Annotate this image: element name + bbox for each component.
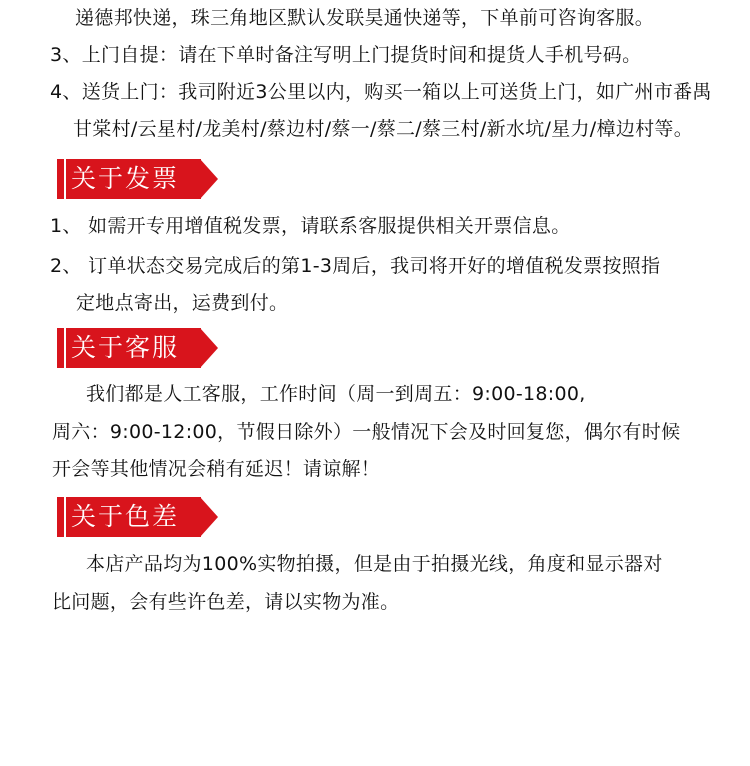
color-diff-line-1: 本店产品均为100%实物拍摄，但是由于拍摄光线，角度和显示器对 (86, 553, 663, 575)
header-banner-tail (200, 328, 218, 368)
invoice-section-title: 关于发票 (71, 164, 180, 193)
color-diff-line-2: 比问题，会有些许色差，请以实物为准。 (52, 591, 400, 613)
delivery-item-4-line-1: 4、送货上门：我司附近3公里以内，购买一箱以上可送货上门，如广州市番禺 (50, 81, 712, 103)
delivery-item-3: 3、上门自提：请在下单时备注写明上门提货时间和提货人手机号码。 (50, 44, 642, 66)
delivery-item-4-line-2: 甘棠村/云星村/龙美村/蔡边村/蔡一/蔡二/蔡三村/新水坑/星力/樟边村等。 (73, 118, 694, 140)
invoice-section-header (57, 159, 217, 199)
invoice-item-2-line-1: 2、 订单状态交易完成后的第1-3周后，我司将开好的增值税发票按照指 (50, 255, 661, 277)
header-accent-bar (57, 497, 64, 537)
service-line-3: 开会等其他情况会稍有延迟！请谅解！ (52, 458, 381, 480)
header-accent-bar (57, 159, 64, 199)
header-accent-bar (57, 328, 64, 368)
service-section-header (57, 328, 217, 368)
header-banner-tail (200, 497, 218, 537)
invoice-item-2-line-2: 定地点寄出，运费到付。 (76, 292, 289, 314)
service-line-2: 周六：9:00-12:00，节假日除外）一般情况下会及时回复您，偶尔有时候 (52, 421, 681, 443)
delivery-line-cont: 递德邦快递，珠三角地区默认发联昊通快递等，下单前可咨询客服。 (75, 7, 655, 29)
header-banner-tail (200, 159, 218, 199)
color-diff-section-title: 关于色差 (71, 502, 180, 531)
color-diff-section-header (57, 497, 217, 537)
invoice-item-1: 1、 如需开专用增值税发票，请联系客服提供相关开票信息。 (50, 215, 571, 237)
service-section-title: 关于客服 (71, 333, 180, 362)
service-line-1: 我们都是人工客服，工作时间（周一到周五：9:00-18:00, (86, 383, 586, 405)
